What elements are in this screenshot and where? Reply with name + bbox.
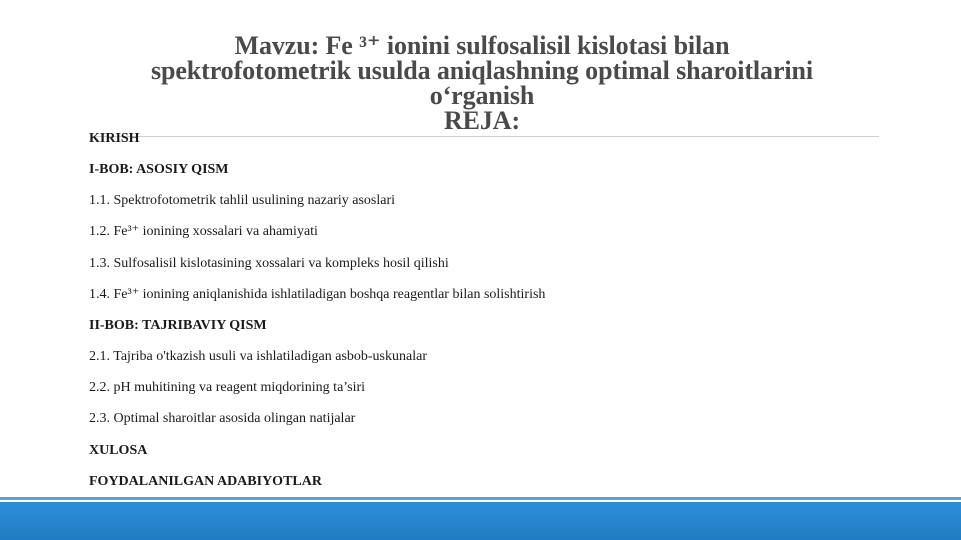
outline-item: XULOSA xyxy=(89,443,148,458)
outline-item: 2.3. Optimal sharoitlar asosida olingan natijalar xyxy=(89,411,356,426)
outline-item: 1.4. Fe³⁺ ionining aniqlanishida ishlatiladigan boshqa reagentlar bilan solishtirish xyxy=(89,287,546,302)
outline-item: II-BOB: TAJRIBAVIY QISM xyxy=(89,318,267,333)
outline-item: 1.3. Sulfosalisil kislotasining xossalari va kompleks hosil qilishi xyxy=(89,256,449,271)
slide-title xyxy=(100,33,864,133)
title-divider xyxy=(92,136,879,137)
footer-accent-bar xyxy=(0,502,961,540)
outline-item: 2.1. Tajriba o'tkazish usuli va ishlatiladigan asbob-uskunalar xyxy=(89,349,427,364)
outline-item: KIRISH xyxy=(89,131,140,146)
title-line-4-reja: REJA: xyxy=(443,106,521,135)
outline-item: FOYDALANILGAN ADABIYOTLAR xyxy=(89,474,322,489)
outline-item: 2.2. pH muhitining va reagent miqdorining ta’siri xyxy=(89,380,366,395)
outline-item: 1.2. Fe³⁺ ionining xossalari va ahamiyati xyxy=(89,224,318,239)
title-line-1: Mavzu: Fe ³⁺ ionini sulfosalisil kislotasi bilan xyxy=(234,31,730,60)
outline-item: 1.1. Spektrofotometrik tahlil usulining nazariy asoslari xyxy=(89,193,395,208)
title-line-3: o‘rganish xyxy=(429,81,535,110)
title-line-2: spektrofotometrik usulda aniqlashning optimal sharoitlarini xyxy=(150,56,814,85)
outline-item: I-BOB: ASOSIY QISM xyxy=(89,162,229,177)
